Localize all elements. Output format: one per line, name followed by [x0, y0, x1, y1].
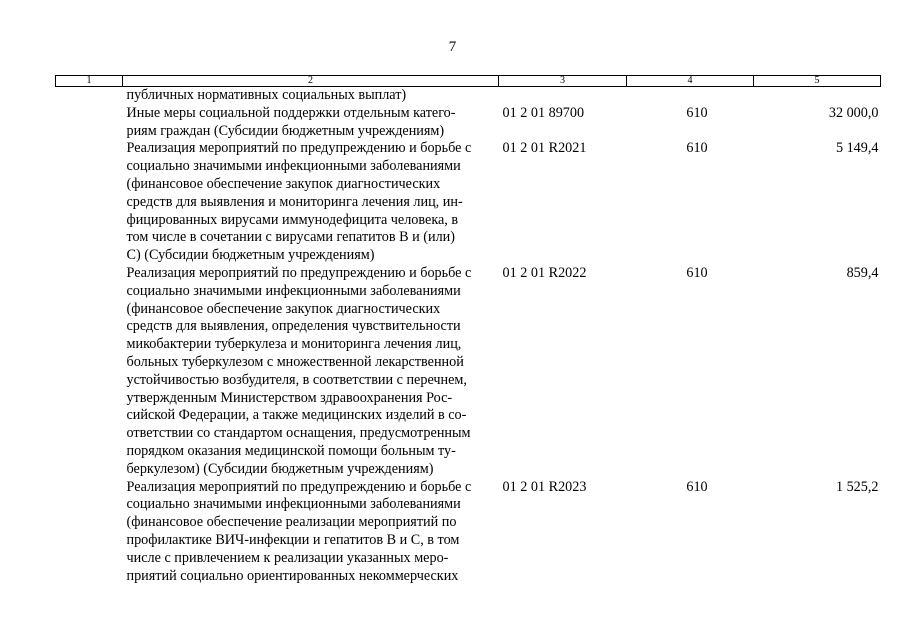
amount-cell: 32 000,0: [828, 104, 879, 121]
table-row: [56, 87, 881, 105]
target-article-code-cell: 01 2 01 89700: [502, 104, 585, 121]
column-header-4: 4: [627, 76, 754, 87]
description-cell: Реализация мероприятий по предупреждению и борьбе с социально значимыми инфекционными заболеваниями (финансовое обеспечение закупок диагностических средств для выявления и мониторинга лечения лиц, ин- фицированных вирусами иммунодефицита человека, в том числе в сочетании с вирусами гепатитов В и (или) С) (Субсидии бюджетным учреждениям): [126, 140, 472, 264]
expense-type-cell: [627, 87, 754, 105]
table-row: [56, 105, 881, 141]
budget-table: [55, 75, 881, 585]
row-number-cell: [56, 87, 123, 105]
description-cell: публичных нормативных социальных выплат): [126, 87, 407, 103]
amount-cell: 859,4: [846, 264, 879, 281]
target-article-code-cell: 01 2 01 R2022: [502, 264, 587, 281]
description-cell: Иные меры социальной поддержки отдельным катего- риям граждан (Субсидии бюджетным учреждениям): [126, 104, 456, 139]
column-header-1: 1: [56, 76, 123, 87]
row-number-cell: [56, 479, 123, 586]
amount-cell: [754, 87, 881, 105]
table-row: [56, 140, 881, 265]
target-article-code-cell: 01 2 01 R2023: [502, 478, 587, 495]
row-number-cell: [56, 265, 123, 479]
column-header-5: 5: [754, 76, 881, 87]
expense-type-cell: 610: [686, 104, 708, 121]
expense-type-cell: 610: [686, 264, 708, 281]
description-cell: Реализация мероприятий по предупреждению и борьбе с социально значимыми инфекционными заболеваниями (финансовое обеспечение реализации мероприятий по профилактике ВИЧ-инфекции и гепатитов В и С, в том числе с привлечением к реализации указанных меро- приятий социально ориентированных некоммерческих: [126, 478, 472, 584]
table-row: [56, 479, 881, 586]
column-header-2: 2: [123, 76, 499, 87]
table-header-row: [56, 76, 881, 87]
row-number-cell: [56, 140, 123, 265]
description-cell: Реализация мероприятий по предупреждению и борьбе с социально значимыми инфекционными заболеваниями (финансовое обеспечение закупок диагностических средств для выявления, определения чувствительности микобактерии туберкулеза и мониторинга лечения лиц, больных туберкулезом с множественной лекарственной устойчивостью возбудителя, в соответствии с перечнем, утвержденным Министерством здравоохранения Рос- сийской Федерации, а также медицинских изделий в со- ответствии со стандартом оснащения, предусмотренным порядком оказания медицинской помощи больным ту- беркулезом) (Субсидии бюджетным учреждениям): [126, 264, 472, 477]
target-article-code-cell: [499, 87, 627, 105]
expense-type-cell: 610: [686, 140, 708, 157]
row-number-cell: [56, 105, 123, 141]
amount-cell: 1 525,2: [835, 478, 879, 495]
page-number: 7: [448, 39, 457, 55]
amount-cell: 5 149,4: [835, 140, 879, 157]
column-header-3: 3: [499, 76, 627, 87]
expense-type-cell: 610: [686, 478, 708, 495]
table-row: [56, 265, 881, 479]
target-article-code-cell: 01 2 01 R2021: [502, 140, 587, 157]
